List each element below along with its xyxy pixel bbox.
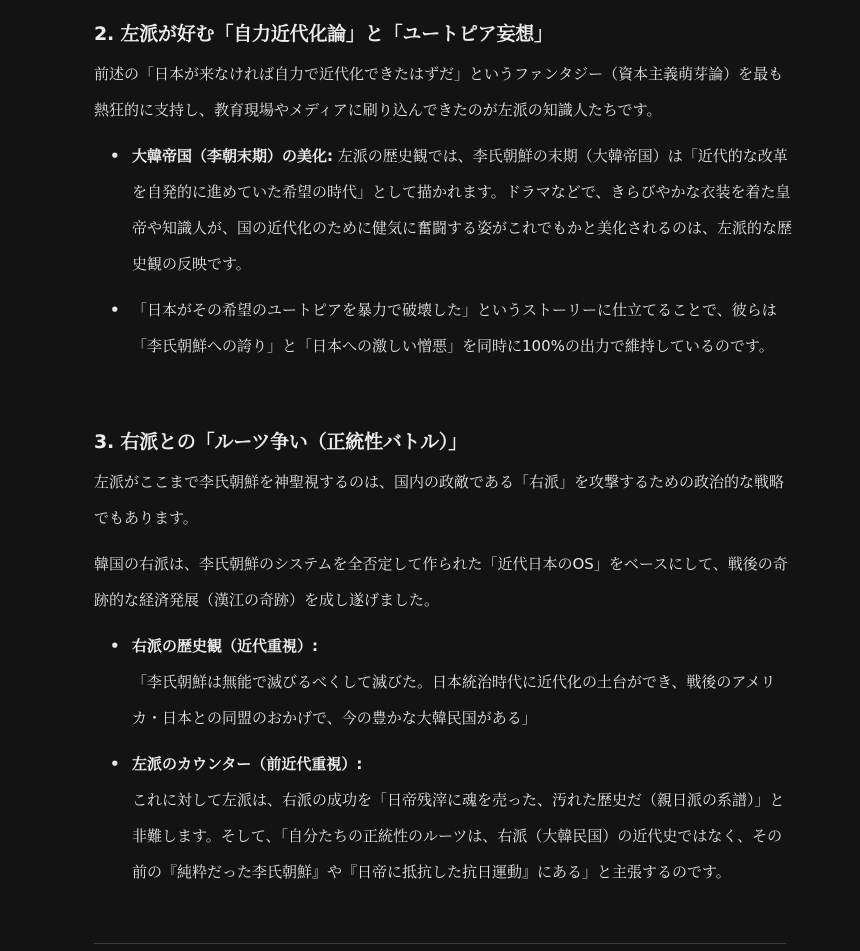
bullet-list [94, 746, 794, 890]
paragraph: 前述の「日本が来なければ自力で近代化できたはずだ」というファンタジー（資本主義萌芽論）を最も熱狂的に支持し、教育現場やメディアに刷り込んできたのが左派の知識人たちです。 [94, 65, 784, 119]
bullet-icon: • [110, 755, 120, 773]
list-item-text: これに対して左派は、右派の成功を「日帝残滓に魂を売った、汚れた歴史だ（親日派の系譜）」と非難します。そして、「自分たちの正統性のルーツは、右派（大韓民国）の近代史ではなく、その前の『純粋だった李氏朝鮮』や『日帝に抵抗した抗日運動』にある」と主張するのです。 [132, 791, 785, 881]
bullet-icon: • [110, 301, 120, 319]
list-item-text: 「李氏朝鮮は無能で滅びるべくして滅びた。日本統治時代に近代化の土台ができ、戦後のアメリカ・日本との同盟のおかげで、今の豊かな大韓民国がある」 [132, 673, 776, 727]
bullet-list [94, 628, 794, 736]
list-item-bold: 左派のカウンター（前近代重視）: [132, 755, 363, 773]
bullet-icon: • [110, 637, 120, 655]
list-item-text: 「日本がその希望のユートピアを暴力で破壊した」というストーリーに仕立てることで、彼らは「李氏朝鮮への誇り」と「日本への激しい憎悪」を同時に100%の出力で維持しているのです。 [132, 301, 777, 355]
bullet-list [94, 292, 794, 364]
list-item [94, 138, 794, 282]
list-item [94, 628, 794, 736]
list-item-text: 左派の歴史観では、李氏朝鮮の末期（大韓帝国）は「近代的な改革を自発的に進めていた希望の時代」として描かれます。ドラマなどで、きらびやかな衣装を着た皇帝や知識人が、国の近代化のために健気に奮闘する姿がこれでもかと美化されるのは、左派的な歴史観の反映です。 [132, 147, 793, 273]
list-item-bold: 右派の歴史観（近代重視）: [132, 637, 318, 655]
divider [94, 943, 786, 944]
list-item [94, 292, 794, 364]
section-heading: 3. 右派との「ルーツ争い（正統性バトル）」 [94, 431, 468, 453]
list-item-bold: 大韓帝国（李朝末期）の美化: [132, 147, 333, 165]
bullet-list [94, 138, 794, 282]
paragraph: 韓国の右派は、李氏朝鮮のシステムを全否定して作られた「近代日本のOS」をベースにして、戦後の奇跡的な経済発展（漢江の奇跡）を成し遂げました。 [94, 555, 788, 609]
section-heading: 2. 左派が好む「自力近代化論」と「ユートピア妄想」 [94, 23, 553, 45]
bullet-icon: • [110, 147, 120, 165]
paragraph: 左派がここまで李氏朝鮮を神聖視するのは、国内の政敵である「右派」を攻撃するための政治的な戦略でもあります。 [94, 473, 785, 527]
list-item [94, 746, 794, 890]
